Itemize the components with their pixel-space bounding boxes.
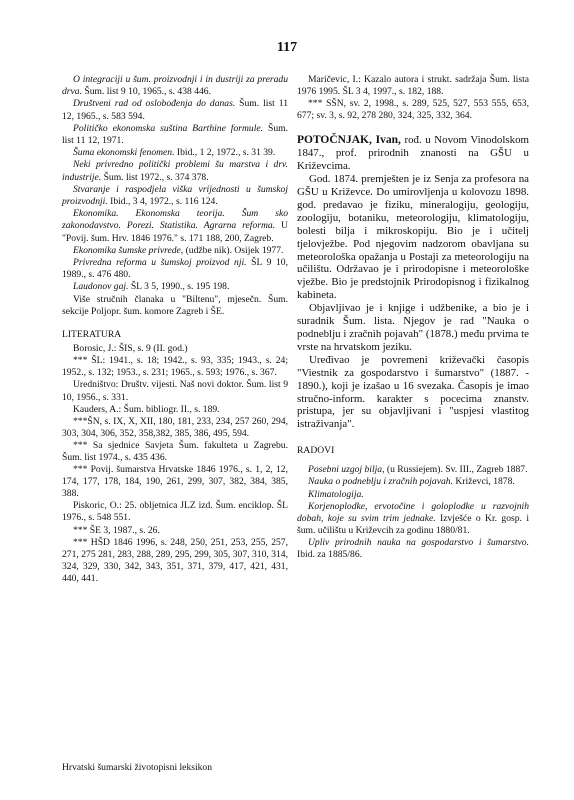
literature-entry: Piskoric, O.: 25. obljetnica JLZ izd. Šum. enciklop. ŠL 1976., s. 548 551.: [62, 500, 288, 524]
literature-entry: Borosic, J.: ŠIS, s. 9 (II. god.): [73, 343, 188, 355]
work-entry: Laudonov gaj. ŠL 3 5, 1990., s. 195 198.: [73, 281, 230, 293]
literature-entry: Kauders, A.: Šum. bibliogr. II., s. 189.: [73, 403, 220, 415]
radovi-list: [297, 464, 529, 561]
literature-entry: *** HŠD 1846 1996, s. 248, 250, 251, 253, 255, 257, 271, 275 281, 283, 288, 289, 295, 299, 305, 307, 310, 314, 324, 329, 330, 342, 343, 351, 371, 379, 417, 421, 431, 440, 441.: [62, 536, 288, 584]
work-entry: Privredna reforma u šumskoj proizvod nji. ŠL 9 10, 1989., s. 476 480.: [62, 257, 288, 281]
literature-entry: *** Povij. šumarstva Hrvatske 1846 1976., s. 1, 2, 12, 174, 177, 178, 184, 190, 261, 299, 307, 382, 384, 385, 388.: [62, 464, 288, 500]
work-entry: Stvaranje i raspodjela viška vrijednosti u šumskoj proizvodnji. Ibid., 3 4, 1972., s. 116 124.: [62, 183, 288, 208]
work-entry: Neki privredno politički problemi šu marstva i drv. industrije. Šum. list 1972., s. 374 378.: [62, 159, 288, 183]
biography: [297, 134, 529, 431]
radovi-heading: RADOVI: [297, 445, 335, 457]
literature-heading: LITERATURA: [62, 329, 122, 341]
page-number: 117: [276, 40, 298, 55]
literature-entry: *** Sa sjednice Savjeta Šum. fakulteta u Zagrebu. Šum. list 1974., s. 435 436.: [62, 439, 288, 463]
literature-entry: *** ŠL: 1941., s. 18; 1942., s. 93, 335; 1943., s. 24; 1952., s. 132; 1953., s. 231; 1965., s. 593; 1976., s. 367.: [62, 355, 288, 379]
literature-entry: Uredništvo: Društv. vijesti. Naš novi doktor. Šum. list 9 10, 1956., s. 331.: [62, 379, 288, 403]
radovi-entry: Nauka o podneblju i zračnih pojavah. Križevci, 1878.: [308, 476, 515, 488]
literature-entry: *** SŠN, sv. 2, 1998., s. 289, 525, 527, 553 555, 653, 677; sv. 3, s. 92, 278 280, 324, 325, 332, 364.: [297, 98, 529, 122]
literature-entry: Maričevic, I.: Kazalo autora i strukt. sadržaja Šum. lista 1976 1995. ŠL 3 4, 1997., s. 182, 188.: [297, 74, 529, 98]
work-entry: Više stručnih članaka u "Biltenu", mjesečn. Šum. sekcije Poljopr. šum. komore Zagreb i ŠE.: [62, 293, 288, 317]
right-column: [297, 74, 529, 561]
literature-list: [62, 343, 288, 585]
work-entry: Šuma ekonomski fenomen. Ibid., 1 2, 1972., s. 31 39.: [73, 147, 276, 159]
literature-entry: ***ŠN, s. IX, X, XII, 180, 181, 233, 234, 257 260, 294, 303, 304, 306, 352, 358,382, 385, 386, 495, 594.: [62, 415, 288, 439]
running-footer: Hrvatski šumarski životopisni leksikon: [62, 762, 213, 773]
bio-intro: POTOČNJAK, Ivan, rođ. u Novom Vinodolskom 1847., prof. prirodnih znanosti na GŠU u Križevcima.: [297, 134, 530, 173]
work-entry: Ekonomika. Ekonomska teorija. Šum sko zakonodavstvo. Porezi. Statistika. Agrarna reforma. U "Povij. šum. Hrv. 1846 1976." s. 171 188, 200, Zagreb.: [62, 208, 288, 244]
work-entry: Političko ekonomska suština Barthine formule. Šum. list 11 12, 1971.: [62, 122, 288, 147]
bio-paragraph: God. 1874. premješten je iz Senja za profesora na GŠU u Križevce. Do umirovljenja u kolovozu 1898. god. predavao je fiziku, mineralogiju, geologiju, zoologiju, botaniku, meteorologiju, klimatologiju, bolesti bilja i mikroskopiju. Bio je i učitelj tjelovježbe. Pod njegovim nadzorom obavljana su meteorološka opažanja u Postaji za meteorologiju na učilištu. Održavao je i prirodopisne i meteorološke vježbe. Bio je predstojnik Prirodopisnog i fizikalnog kabineta.: [297, 173, 529, 302]
radovi-entry: Korjenoplodke, ervotočine i goloplodke u razvojnih dobah, koje su svim trim jednake. Izvješće o Kr. gosp. i šum. učilištu u Križevcih za godinu 1880/81.: [297, 500, 529, 536]
works-list: [62, 74, 288, 318]
work-entry: Društveni rad od oslobođenja do danas. Šum. list 11 12, 1965., s. 583 594.: [62, 98, 288, 122]
bio-paragraph: Uređivao je povremeni križevački časopis "Viestnik za gospodarstvo i šumarstvo" (1887. - 1890.), koji je izašao u 16 svezaka. Časopis je imao stručno-inform. karakter s pоcecima znanstv. pristupa, jer su objavljivani i "uspjesi vlastitog istraživanja".: [297, 353, 529, 431]
radovi-entry: Posebni uzgoj bilja, (u Russiejem). Sv. III., Zagreb 1887.: [308, 464, 528, 476]
radovi-entry: Upliv prirodnih nauka na gospodarstvo i šumarstvo. Ibid. za 1885/86.: [297, 536, 529, 560]
work-entry: Ekonomika šumske privrede, (udžbe nik). Osijek 1977.: [73, 244, 284, 256]
bio-paragraph: Objavljivao je i knjige i udžbenike, a bio je i suradnik Šum. lista. Njegov je rad "Nauka o podneblju i zračnih pojavah" (1878.) među prvima te vrste na hrvatskom jeziku.: [297, 302, 529, 353]
radovi-entry: Klimatologija.: [308, 488, 364, 500]
bio-name: POTOČNJAK, Ivan,: [297, 134, 401, 147]
literature-entry: *** ŠE 3, 1987., s. 26.: [73, 524, 160, 536]
work-entry: O integraciji u šum. proizvodnji i in dustriji za preradu drva. Šum. list 9 10, 1965., s. 438 446.: [62, 74, 288, 98]
left-column: [62, 74, 288, 585]
